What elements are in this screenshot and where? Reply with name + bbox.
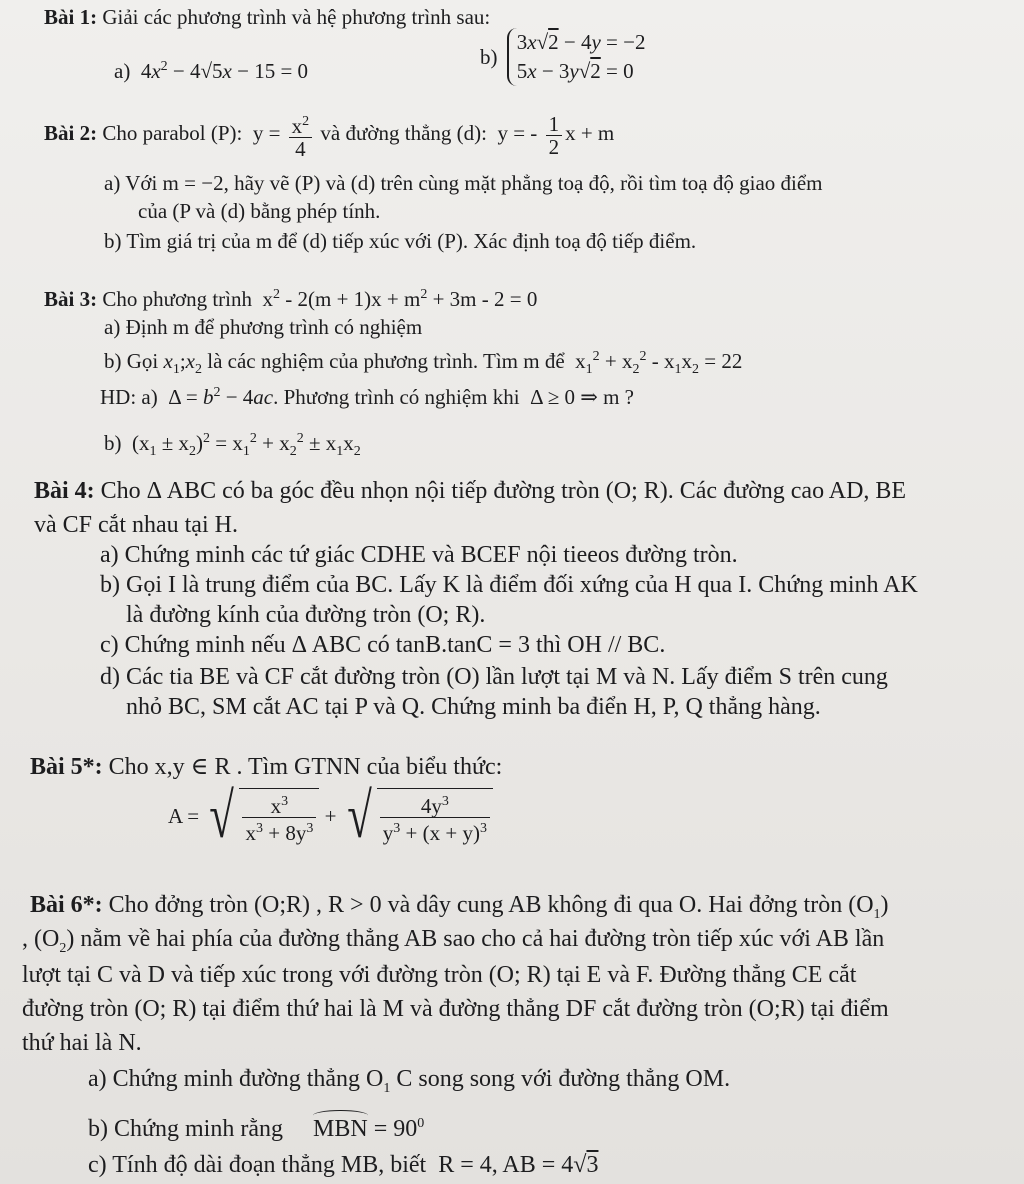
b3-heading <box>44 282 537 312</box>
b3-hd-line <box>100 380 634 410</box>
b2-and: và đường thẳng (d): <box>320 121 487 145</box>
b4-d-line2 <box>126 694 821 720</box>
b3-b-label: b) <box>104 349 122 373</box>
b4-line2 <box>34 512 238 538</box>
b4-d-label: d) <box>100 664 120 690</box>
b6-c-values: R = 4, AB = 4√3 <box>432 1152 599 1178</box>
b1-b-system: 3x√2 − 4y = −2 5x − 3y√2 = 0 <box>507 28 646 86</box>
b3-hd-b-identity: $(x_1 \pm x_2)^2 = x_1^2 + x_2^2 \pm x_1x_2$ <box>126 431 361 460</box>
b6-text5: thứ hai là N. <box>22 1030 142 1056</box>
b1-title: Bài 1: <box>44 5 98 29</box>
b2-line-formula: y = - $\frac{1}{2}$ x + m <box>492 111 615 159</box>
b3-hd-label: HD: a) <box>100 385 158 409</box>
b2-a-label: a) <box>104 171 121 195</box>
b6-a-text1: Chứng minh đường thẳng O <box>112 1066 384 1092</box>
b6-b-label: b) <box>88 1116 108 1142</box>
b3-hd-mid: . Phương trình có nghiệm khi <box>273 385 520 409</box>
b6-line4 <box>22 996 889 1022</box>
b2-a-line1 <box>104 170 823 196</box>
b3-intro: Cho phương trình <box>102 287 252 311</box>
b3-hd-end: m ? <box>603 385 634 409</box>
b1-b-label: b) <box>480 45 498 69</box>
b1-b <box>480 28 645 86</box>
b3-title: Bài 3: <box>44 287 98 311</box>
b5-heading <box>30 754 502 780</box>
b6-text2: nằm về hai phía của đường thẳng AB sao cho cả hai đường tròn tiếp xúc với AB lần <box>80 926 885 952</box>
b4-a-line <box>100 542 738 568</box>
b4-d-text1: Các tia BE và CF cắt đường tròn (O) lần lượt tại M và N. Lấy điểm S trên cung <box>126 664 888 690</box>
b4-b-text2: là đường kính của đường tròn (O; R). <box>126 602 486 628</box>
b3-b-mid: là các nghiệm của phương trình. Tìm m để <box>207 349 565 373</box>
b3-hd-b-label: b) <box>104 431 122 455</box>
b2-b-text: Tìm giá trị của m để (d) tiếp xúc với (P). Xác định toạ độ tiếp điểm. <box>126 229 697 253</box>
b4-b-line1 <box>100 572 918 598</box>
b3-roots: $x_1;x_2$ <box>163 349 202 378</box>
b2-b-label: b) <box>104 229 122 253</box>
b2-intro: Cho parabol (P): <box>102 121 243 145</box>
b6-line3 <box>22 962 856 988</box>
b4-a-label: a) <box>100 542 119 568</box>
b6-b-line <box>88 1110 424 1142</box>
b4-text2: và CF cắt nhau tại H. <box>34 512 238 538</box>
b4-d-line1 <box>100 664 888 690</box>
b5-sqrt-2: √ $\frac{4y^3}{y^3 + (x + y)^3}$ <box>342 784 493 848</box>
b2-a-text1: Với m = −2, hãy vẽ (P) và (d) trên cùng mặt phẳng toạ độ, rồi tìm toạ độ giao điểm <box>125 171 823 195</box>
b2-b-line <box>104 228 696 254</box>
b4-a-text: Chứng minh các tứ giác CDHE và BCEF nội tieeos đường tròn. <box>124 542 738 568</box>
b3-b-condition: $x_1^2 + x_2^2 - x_1x_2 = 22$ <box>569 349 743 378</box>
b2-parabola-formula: y = $\frac{x^2}{4}$ <box>248 121 316 145</box>
b3-a-label: a) <box>104 315 121 339</box>
b6-o2: , $(O_2)$ <box>22 926 75 956</box>
b5-text: Cho x,y ∈ R . Tìm GTNN của biểu thức: <box>108 754 503 780</box>
b6-a-line: a) Chứng minh đường thẳng $O_1$ C song song với đường thẳng OM. <box>88 1066 731 1096</box>
b4-c-line <box>100 632 665 658</box>
b6-a-label: a) <box>88 1066 107 1092</box>
b3-hd-delta: $\Delta = b^2 - 4ac$ <box>162 385 274 409</box>
b3-hd-condition: Δ ≥ 0 ⇒ <box>524 385 598 409</box>
b2-heading <box>44 108 614 160</box>
b6-c-line <box>88 1152 598 1178</box>
b3-a-line <box>104 314 422 340</box>
b6-c-text: Tính độ dài đoạn thẳng MB, biết <box>112 1152 427 1178</box>
b4-b-label: b) <box>100 572 120 598</box>
b6-line5 <box>22 1030 142 1056</box>
b3-b-pre: Gọi <box>126 349 159 373</box>
b1-text: Giải các phương trình và hệ phương trình sau: <box>102 5 491 29</box>
b6-title: Bài 6*: <box>30 892 103 918</box>
b1-a-label: a) <box>114 59 131 83</box>
b6-a-text2: C song song với đường thẳng OM. <box>396 1066 731 1092</box>
b6-text4: đường tròn (O; R) tại điểm thứ hai là M và đường thẳng DF cắt đường tròn (O;R) tại điểm <box>22 996 889 1022</box>
b6-text1: Cho đởng tròn (O;R) , R > 0 và dây cung AB không đi qua O. Hai đởng tròn (O <box>108 892 874 918</box>
b4-c-text: Chứng minh nếu Δ ABC có tanB.tanC = 3 thì OH // BC. <box>124 632 666 658</box>
b2-title: Bài 2: <box>44 121 98 145</box>
b3-b-line <box>104 344 742 383</box>
b1-a <box>114 54 308 84</box>
b4-d-text2: nhỏ BC, SM cắt AC tại P và Q. Chứng minh ba điển H, P, Q thẳng hàng. <box>126 694 821 720</box>
b6-b-arc: MBN = $90^0$ <box>289 1116 424 1142</box>
b5-expression: A = √ $\frac{x^3}{x^3 + 8y^3}$ + √ $\frac{4y^3}{y^3 + (x + y)^3}$ <box>168 784 493 848</box>
b4-b-text1: Gọi I là trung điểm của BC. Lấy K là điểm đối xứng của H qua I. Chứng minh AK <box>126 572 918 598</box>
b6-line2 <box>22 926 884 962</box>
b1-heading <box>44 4 490 30</box>
b6-line1: Bài 6*: Cho đởng tròn (O;R) , R > 0 và dây cung AB không đi qua O. Hai đởng tròn $(O_1)$ <box>30 892 889 922</box>
b6-c-label: c) <box>88 1152 107 1178</box>
b6-b-text: Chứng minh rằng <box>114 1116 283 1142</box>
b4-b-line2 <box>126 602 485 628</box>
b3-hd-b-line <box>104 426 361 465</box>
b3-equation: $x^2 - 2(m + 1)x + m^2 + 3m - 2 = 0$ <box>257 287 538 311</box>
b4-text1: Cho Δ ABC có ba góc đều nhọn nội tiếp đường tròn (O; R). Các đường cao AD, BE <box>100 478 907 504</box>
b1-a-equation: $4x^2 - 4√5x - 15 = 0$ <box>135 59 309 83</box>
b6-text3: lượt tại C và D và tiếp xúc trong với đường tròn (O; R) tại E và F. Đường thẳng CE cắt <box>22 962 857 988</box>
b2-a-text2: của (P và (d) bằng phép tính. <box>138 199 381 223</box>
b4-line1 <box>34 478 906 504</box>
b3-a-text: Định m để phương trình có nghiệm <box>125 315 423 339</box>
b2-a-line2 <box>138 198 380 224</box>
b4-title: Bài 4: <box>34 478 95 504</box>
b4-c-label: c) <box>100 632 119 658</box>
b5-title: Bài 5*: <box>30 754 103 780</box>
b5-sqrt-1: √ $\frac{x^3}{x^3 + 8y^3}$ <box>204 784 319 848</box>
